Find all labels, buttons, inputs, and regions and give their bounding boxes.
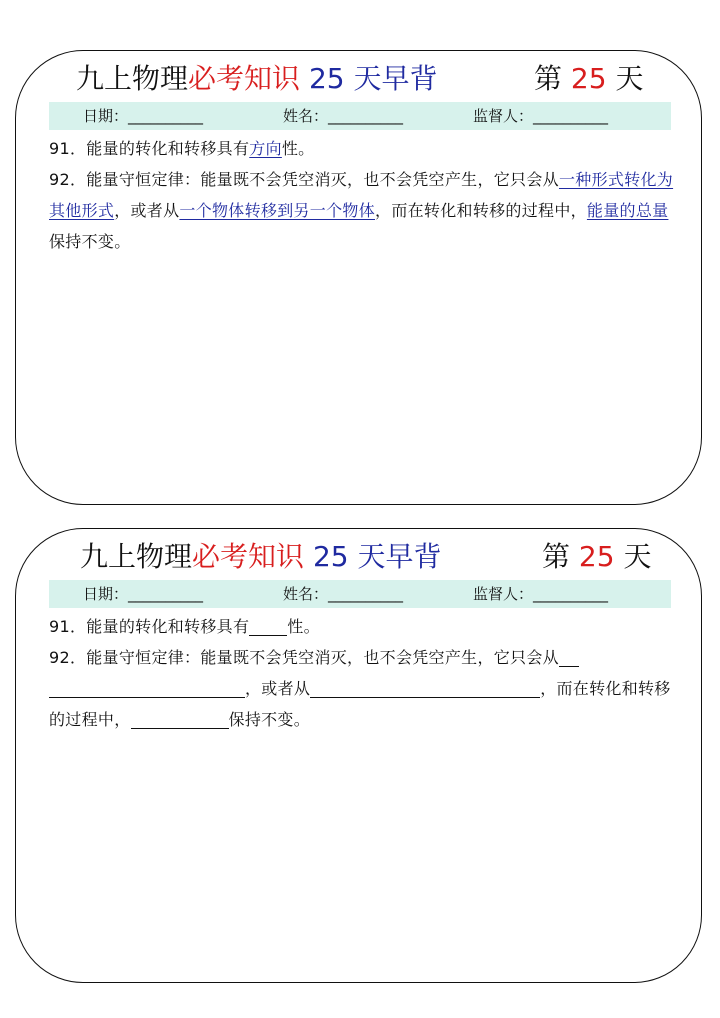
question-91	[49, 611, 679, 642]
day-counter	[534, 57, 643, 101]
answer-card	[15, 50, 702, 505]
date-field[interactable]: 日期：__________	[83, 585, 204, 603]
card-title	[16, 57, 701, 101]
day-unit: 天	[615, 62, 644, 95]
info-bar	[49, 102, 671, 130]
q92-blank-1a[interactable]	[559, 646, 579, 667]
card-title	[16, 535, 701, 579]
title-prefix: 九上物理	[76, 62, 189, 95]
name-field[interactable]: 姓名：__________	[283, 585, 404, 603]
q92-text-2: ，或者从	[245, 679, 311, 698]
q91-blank[interactable]	[249, 615, 287, 636]
q91-text-end: 性。	[281, 139, 315, 158]
name-field[interactable]: 姓名：__________	[283, 107, 404, 125]
supervisor-field[interactable]: 监督人：__________	[473, 107, 609, 125]
title-days: 25 天早背	[308, 62, 438, 95]
title-highlight: 必考知识	[188, 62, 301, 95]
q92-blank-2[interactable]	[310, 677, 540, 698]
q91-text: 91．能量的转化和转移具有	[49, 617, 250, 636]
title-days: 25 天早背	[312, 540, 442, 573]
q92-text-2: ，或者从	[114, 201, 180, 220]
question-92	[49, 164, 679, 257]
question-91	[49, 133, 679, 164]
supervisor-field[interactable]: 监督人：__________	[473, 585, 609, 603]
day-number: 25	[570, 62, 607, 95]
q92-text-end: 保持不变。	[228, 710, 311, 729]
day-number: 25	[578, 540, 615, 573]
date-field[interactable]: 日期：__________	[83, 107, 204, 125]
title-highlight: 必考知识	[192, 540, 305, 573]
day-label: 第	[542, 540, 571, 573]
q92-answer-1: 一种形式转化为其他形式	[49, 170, 674, 220]
title-prefix: 九上物理	[80, 540, 193, 573]
day-unit: 天	[623, 540, 652, 573]
practice-card	[15, 528, 702, 983]
q92-blank-3[interactable]	[131, 708, 229, 729]
q91-text: 91．能量的转化和转移具有	[49, 139, 250, 158]
info-bar	[49, 580, 671, 608]
q92-text-3: ，而在转化和转移的过程中，	[49, 679, 671, 729]
q91-answer: 方向	[249, 139, 282, 158]
q92-text: 92．能量守恒定律：能量既不会凭空消灭，也不会凭空产生，它只会从	[49, 648, 559, 667]
q91-text-end: 性。	[287, 617, 320, 636]
question-92	[49, 642, 679, 735]
question-list	[49, 611, 679, 735]
q92-answer-2: 一个物体转移到另一个物体	[179, 201, 376, 220]
day-label: 第	[534, 62, 563, 95]
q92-answer-3: 能量的总量	[586, 201, 669, 220]
q92-text-3: ，而在转化和转移的过程中，	[375, 201, 587, 220]
day-counter	[542, 535, 651, 579]
q92-text: 92．能量守恒定律：能量既不会凭空消灭，也不会凭空产生，它只会从	[49, 170, 559, 189]
q92-text-end: 保持不变。	[49, 232, 131, 251]
q92-blank-1b[interactable]	[49, 677, 245, 698]
question-list	[49, 133, 679, 257]
